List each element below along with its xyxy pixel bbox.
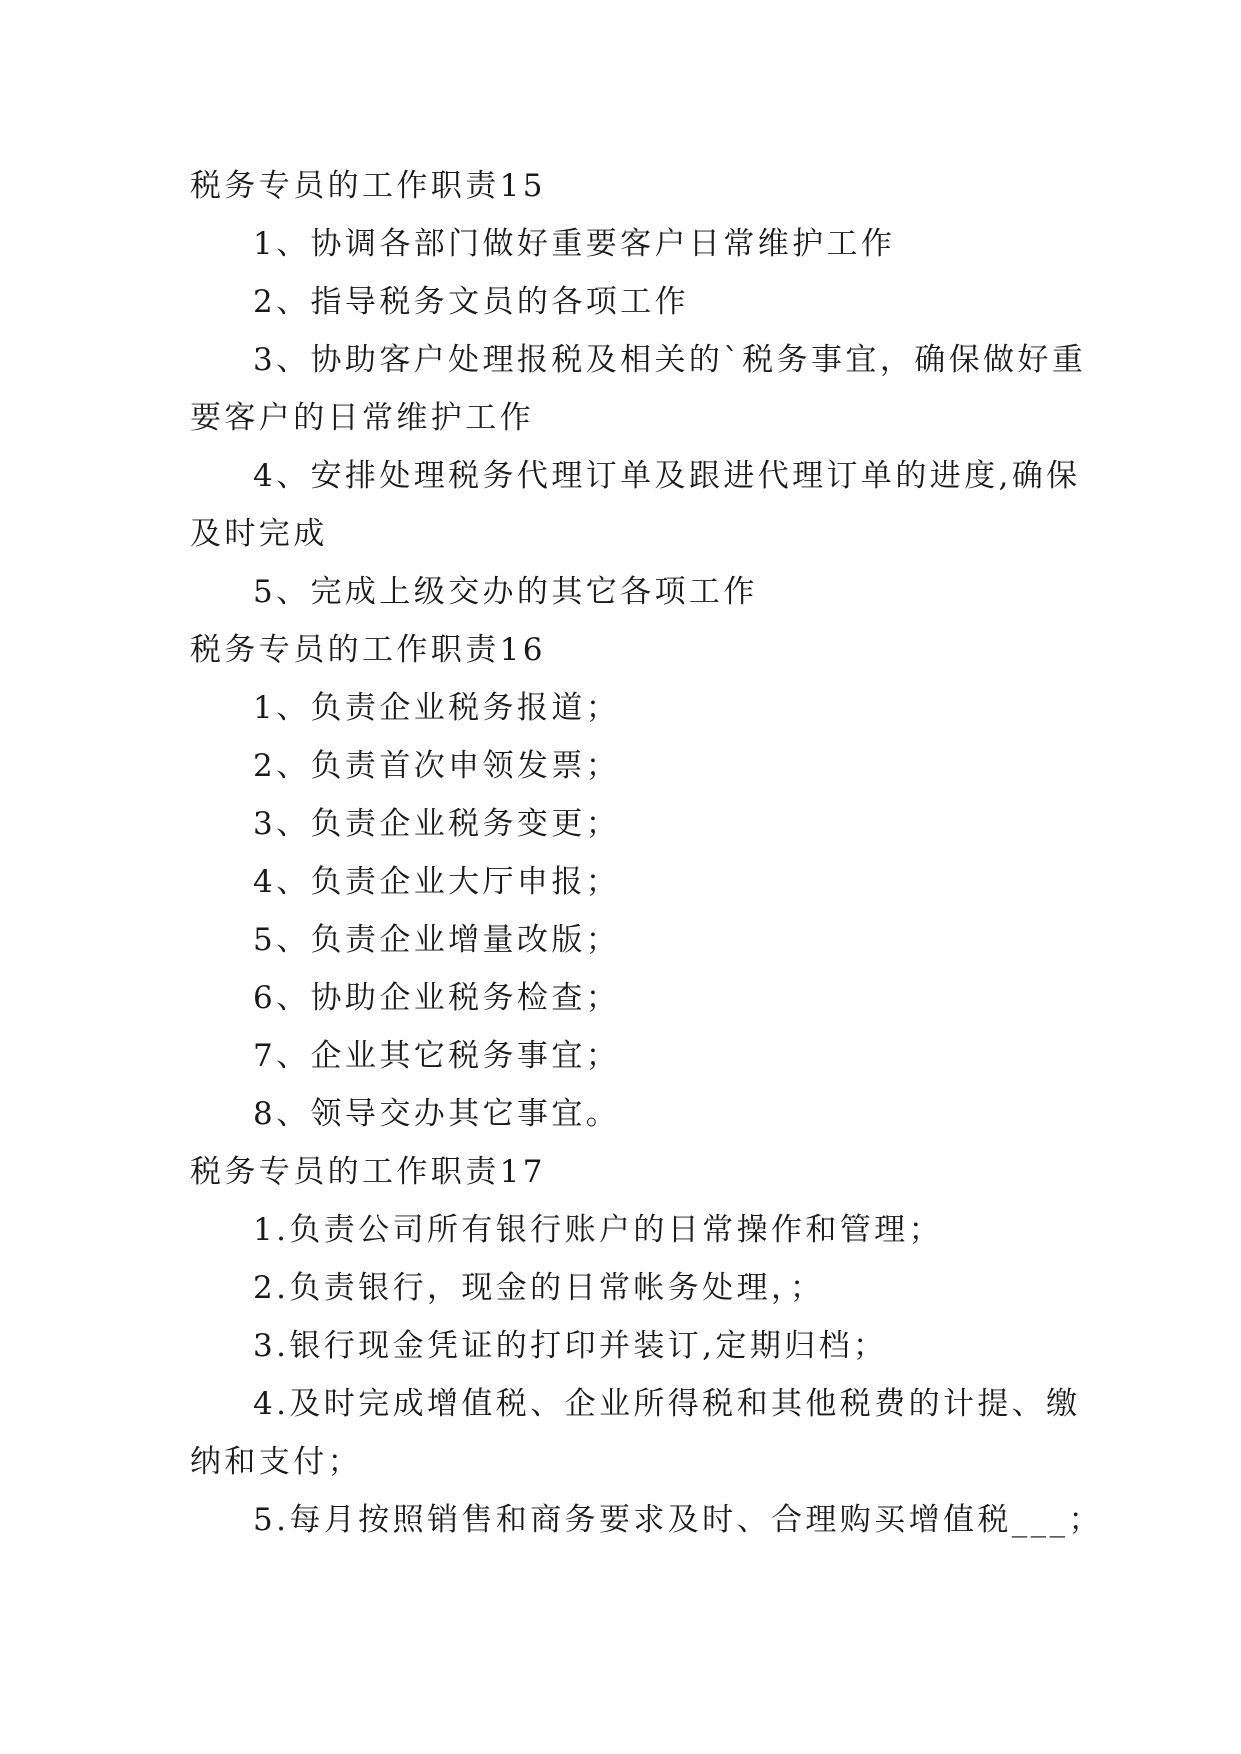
duty-item-15-1: 1、协调各部门做好重要客户日常维护工作 (253, 226, 896, 262)
duty-item-15-2: 2、指导税务文员的各项工作 (253, 284, 689, 320)
section-title-17: 税务专员的工作职责17 (190, 1154, 546, 1190)
section-title-15: 税务专员的工作职责15 (190, 168, 546, 204)
duty-item-15-3-cont: 要客户的日常维护工作 (190, 400, 534, 436)
duty-item-16-6: 6、协助企业税务检查； (253, 980, 621, 1016)
duty-item-15-3: 3、协助客户处理报税及相关的`税务事宜，确保做好重 (253, 342, 1087, 378)
duty-item-15-4-cont: 及时完成 (190, 516, 328, 552)
duty-item-17-5: 5.每月按照销售和商务要求及时、合理购买增值税___； (253, 1502, 1103, 1538)
duty-item-17-1: 1.负责公司所有银行账户的日常操作和管理； (253, 1212, 943, 1248)
duty-item-17-4-cont: 纳和支付； (190, 1444, 362, 1480)
duty-item-16-8: 8、领导交办其它事宜。 (253, 1096, 621, 1132)
duty-item-16-4: 4、负责企业大厅申报； (253, 864, 621, 900)
duty-item-17-4: 4.及时完成增值税、企业所得税和其他税费的计提、缴 (253, 1386, 1081, 1422)
duty-item-16-3: 3、负责企业税务变更； (253, 806, 621, 842)
duty-item-16-2: 2、负责首次申领发票； (253, 748, 621, 784)
duty-item-17-3: 3.银行现金凭证的打印并装订,定期归档； (253, 1328, 888, 1364)
duty-item-16-5: 5、负责企业增量改版； (253, 922, 621, 958)
duty-item-16-7: 7、企业其它税务事宜； (253, 1038, 621, 1074)
section-title-16: 税务专员的工作职责16 (190, 632, 546, 668)
duty-item-17-2: 2.负责银行，现金的日常帐务处理，； (253, 1270, 825, 1306)
duty-item-16-1: 1、负责企业税务报道； (253, 690, 621, 726)
duty-item-15-5: 5、完成上级交办的其它各项工作 (253, 574, 758, 610)
duty-item-15-4: 4、安排处理税务代理订单及跟进代理订单的进度,确保 (253, 458, 1081, 494)
